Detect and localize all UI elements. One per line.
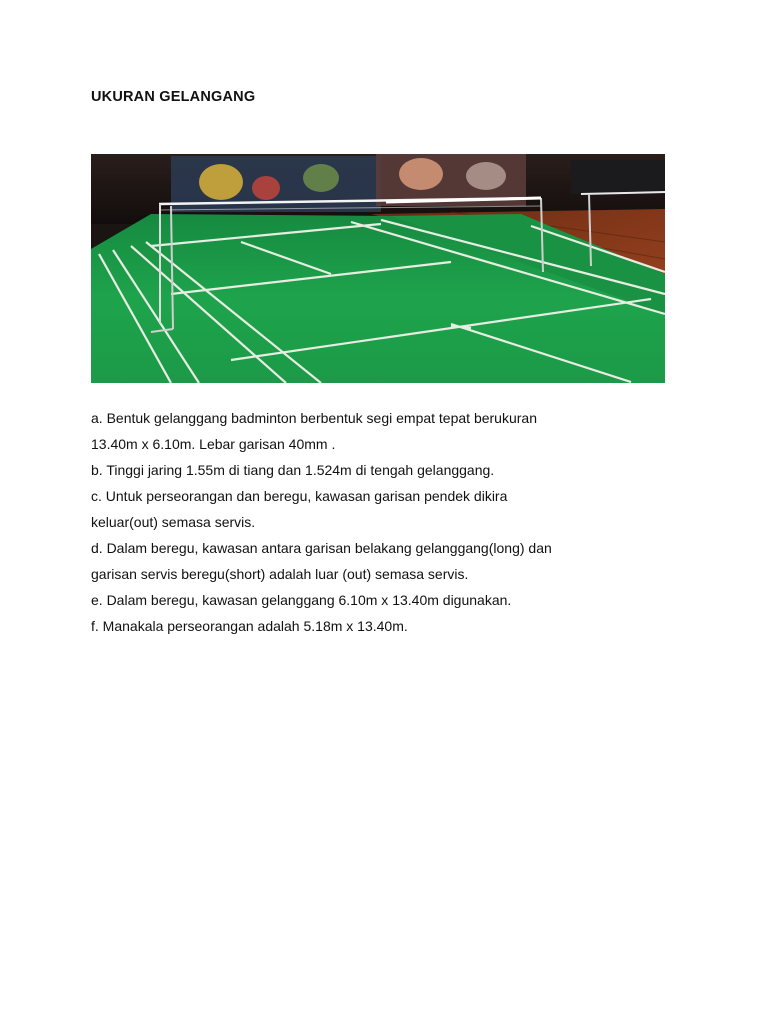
note-line: d. Dalam beregu, kawasan antara garisan belakang gelanggang(long) dan [91, 540, 552, 556]
court-size-notes [91, 405, 691, 639]
note-line: f. Manakala perseorangan adalah 5.18m x 13.40m. [91, 618, 408, 634]
note-line: b. Tinggi jaring 1.55m di tiang dan 1.524m di tengah gelanggang. [91, 462, 495, 478]
note-line: keluar(out) semasa servis. [91, 514, 256, 530]
note-line: 13.40m x 6.10m. Lebar garisan 40mm . [91, 436, 336, 452]
page-title: UKURAN GELANGANG [91, 89, 256, 105]
note-line: garisan servis beregu(short) adalah luar (out) semasa servis. [91, 566, 469, 582]
note-line: e. Dalam beregu, kawasan gelanggang 6.10m x 13.40m digunakan. [91, 592, 512, 608]
note-line: a. Bentuk gelanggang badminton berbentuk segi empat tepat berukuran [91, 410, 537, 426]
note-line: c. Untuk perseorangan dan beregu, kawasan garisan pendek dikira [91, 488, 508, 504]
badminton-court-photo [91, 154, 665, 383]
